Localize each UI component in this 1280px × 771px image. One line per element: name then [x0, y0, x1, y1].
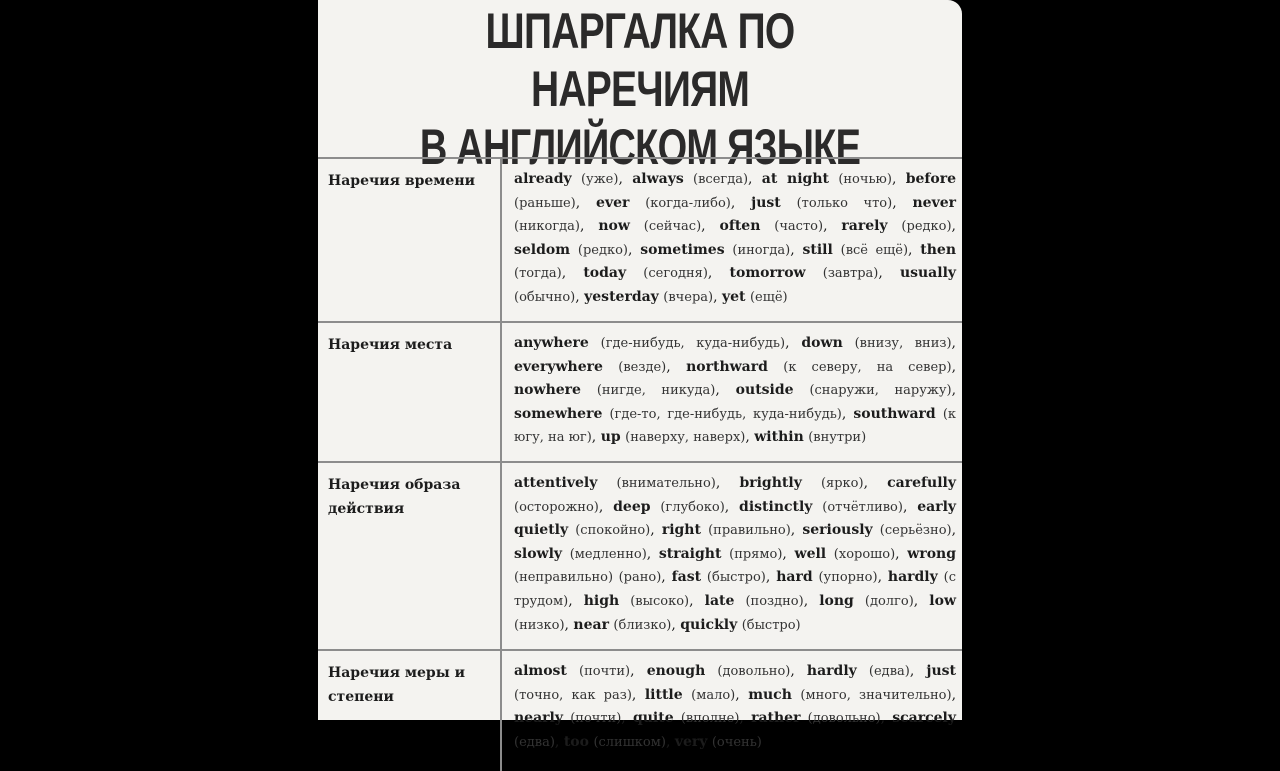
- adverb-translation: (прямо): [729, 546, 783, 562]
- adverb-translation: (упорно): [818, 570, 878, 586]
- adverb-en: never: [912, 194, 956, 211]
- adverbs-table: [318, 157, 962, 771]
- adverb-en: up: [600, 429, 621, 446]
- adverb-en: quickly: [680, 616, 738, 633]
- adverb-translation: (внизу, вниз): [854, 336, 952, 351]
- adverb-en: within: [754, 429, 804, 446]
- adverb-translation: (снаружи, наружу): [809, 383, 952, 399]
- adverb-translation: (высоко): [630, 593, 690, 609]
- adverb-translation: (ярко): [820, 476, 864, 491]
- category-cell: Наречия образа действия: [318, 462, 501, 650]
- adverb-en: before: [905, 171, 957, 187]
- adverb-en: near: [573, 616, 609, 633]
- adverb-en: long: [819, 592, 854, 609]
- adverb-en: little: [644, 686, 683, 703]
- adverb-en: today: [583, 265, 627, 282]
- adverb-en: distinctly: [739, 498, 813, 515]
- adverb-translation: (серьёзно): [879, 523, 952, 539]
- adverb-en: right: [661, 522, 701, 539]
- table-row-degree: [318, 650, 962, 771]
- page-title: [318, 2, 962, 176]
- adverb-translation: (редко): [577, 242, 628, 258]
- adverb-en: much: [748, 686, 792, 703]
- adverb-list: anywhere (где-нибудь, куда-нибудь), down (внизу, вниз), everywhere (везде), northward (к северу, на север), nowhere (нигде, никуда), outside (снаружи, наружу), somewhere (где-то, где-нибудь, куда-нибудь), southward (к югу, на юг), up (наверху, наверх), within (внутри): [501, 322, 962, 462]
- adverb-translation: (спокойно): [575, 523, 651, 539]
- adverb-en: yet: [722, 288, 746, 305]
- adverb-en: slowly: [514, 545, 563, 562]
- adverb-translation: (к северу, на север): [783, 359, 952, 375]
- table-row-time: [318, 158, 962, 322]
- adverb-translation: (внимательно): [616, 476, 716, 491]
- adverb-en: early quietly: [514, 498, 957, 539]
- adverb-translation: (внутри): [808, 430, 867, 446]
- adverb-en: usually: [899, 265, 957, 282]
- adverb-translation: (только что): [796, 195, 893, 211]
- adverb-en: carefully: [887, 475, 957, 491]
- title-line-1: ШПАРГАЛКА ПО НАРЕЧИЯМ: [485, 3, 795, 117]
- adverb-translation: (нигде, никуда): [596, 383, 716, 399]
- adverb-translation: (поздно): [745, 593, 804, 609]
- adverb-en: at night: [761, 171, 829, 187]
- adverb-list: almost (почти), enough (довольно), hardly (едва), just (точно, как раз), little (мало), much (много, значительно), nearly (почти), quite (вполне), rather (довольно), scarcely (едва), too (слишком), very (очень): [501, 650, 962, 771]
- adverb-translation: (неправильно) (рано): [514, 570, 662, 586]
- table-row-place: [318, 322, 962, 462]
- adverb-en: then: [920, 241, 957, 258]
- adverb-translation: (много, значительно): [800, 687, 952, 703]
- adverb-en: deep: [613, 498, 651, 515]
- adverb-en: outside: [735, 382, 794, 399]
- adverb-translation: (едва): [514, 734, 555, 750]
- adverb-translation: (редко): [901, 219, 952, 235]
- adverb-translation: (точно, как раз): [514, 687, 632, 703]
- adverb-translation: (глубоко): [660, 499, 725, 515]
- adverb-translation: (никогда): [514, 219, 580, 235]
- adverb-en: seriously: [802, 522, 873, 539]
- adverb-en: high: [583, 592, 620, 609]
- adverb-translation: (вполне): [680, 711, 740, 727]
- adverb-translation: (ещё): [749, 289, 788, 305]
- adverb-translation: (правильно): [708, 523, 791, 539]
- adverb-en: very: [674, 733, 708, 750]
- adverb-en: almost: [514, 663, 567, 679]
- adverb-en: nowhere: [514, 382, 581, 399]
- adverb-translation: (ночью): [838, 172, 892, 187]
- adverb-en: well: [794, 545, 827, 562]
- adverb-en: sometimes: [640, 241, 725, 258]
- adverb-en: enough: [646, 663, 706, 679]
- adverb-list: already (уже), always (всегда), at night (ночью), before (раньше), ever (когда-либо), just (только что), never (никогда), now (сейчас), often (часто), rarely (редко), seldom (редко), sometimes (иногда), still (всё ещё), then (тогда), today (сегодня), tomorrow (завтра), usually (обычно), yesterday (вчера), yet (ещё): [501, 158, 962, 322]
- adverb-translation: (завтра): [822, 266, 879, 282]
- adverb-translation: (почти): [570, 711, 622, 727]
- adverb-translation: (близко): [613, 617, 672, 633]
- adverb-translation: (сейчас): [643, 219, 702, 235]
- adverb-translation: (долго): [864, 593, 914, 609]
- adverb-en: attentively: [514, 475, 598, 491]
- adverb-en: down: [801, 335, 843, 351]
- adverb-en: brightly: [739, 475, 802, 491]
- adverb-en: just: [751, 194, 781, 211]
- adverb-list: attentively (внимательно), brightly (ярко), carefully (осторожно), deep (глубоко), distinctly (отчётливо), early quietly (спокойно), right (правильно), seriously (серьёзно), slowly (медленно), straight (прямо), well (хорошо), wrong (неправильно) (рано), fast (быстро), hard (упорно), hardly (с трудом), high (высоко), late (поздно), long (долго), low (низко), near (близко), quickly (быстро): [501, 462, 962, 650]
- adverb-en: often: [719, 218, 761, 235]
- adverb-translation: (где-то, где-нибудь, куда-нибудь): [609, 406, 842, 422]
- adverb-en: hard: [776, 569, 813, 586]
- adverb-en: just: [926, 663, 957, 679]
- adverb-en: yesterday: [584, 288, 659, 305]
- adverb-en: tomorrow: [729, 265, 806, 282]
- adverb-translation: (часто): [774, 219, 824, 235]
- adverb-translation: (сегодня): [643, 266, 708, 282]
- adverb-en: somewhere: [514, 405, 603, 422]
- adverb-translation: (наверху, наверх): [625, 430, 746, 446]
- adverb-translation: (когда-либо): [645, 195, 731, 211]
- adverb-en: always: [632, 171, 684, 187]
- adverb-en: rarely: [841, 218, 888, 235]
- adverb-translation: (иногда): [732, 242, 791, 258]
- title-line-2: В АНГЛИЙСКОМ ЯЗЫКЕ: [419, 119, 861, 175]
- category-cell: Наречия меры и степени: [318, 650, 501, 771]
- adverb-translation: (отчётливо): [822, 499, 903, 515]
- adverb-translation: (всегда): [693, 172, 749, 187]
- table-row-manner: [318, 462, 962, 650]
- adverb-translation: (едва): [868, 664, 910, 679]
- adverb-translation: (низко): [514, 617, 565, 633]
- adverb-translation: (где-нибудь, куда-нибудь): [600, 336, 786, 351]
- adverb-en: fast: [671, 569, 702, 586]
- adverb-translation: (довольно): [807, 711, 881, 727]
- adverb-en: hardly: [806, 663, 857, 679]
- adverb-en: nearly: [514, 710, 563, 727]
- adverb-translation: (очень): [711, 734, 762, 750]
- cheat-sheet-page: [318, 0, 962, 750]
- adverb-translation: (вчера): [663, 289, 714, 305]
- adverb-en: now: [598, 218, 630, 235]
- adverb-translation: (почти): [579, 664, 631, 679]
- adverb-translation: (везде): [618, 359, 667, 375]
- adverb-translation: (быстро): [706, 570, 766, 586]
- adverb-en: anywhere: [514, 335, 589, 351]
- adverb-translation: (уже): [580, 172, 619, 187]
- adverb-translation: (к югу, на юг): [514, 406, 957, 446]
- adverb-en: still: [802, 241, 833, 258]
- adverb-translation: (мало): [691, 687, 736, 703]
- adverb-en: too: [563, 733, 589, 750]
- adverb-en: southward: [853, 405, 936, 422]
- adverb-translation: (быстро): [741, 617, 801, 633]
- adverb-translation: (тогда): [514, 266, 562, 282]
- adverb-translation: (довольно): [717, 664, 791, 679]
- adverb-en: seldom: [514, 241, 571, 258]
- adverb-en: late: [704, 592, 735, 609]
- adverb-translation: (с трудом): [514, 570, 956, 609]
- adverb-en: straight: [658, 545, 722, 562]
- adverb-en: scarcely: [892, 710, 957, 727]
- adverb-translation: (раньше): [514, 195, 576, 211]
- adverb-translation: (всё ещё): [840, 242, 909, 258]
- category-cell: Наречия времени: [318, 158, 501, 322]
- adverb-en: wrong: [907, 545, 957, 562]
- adverb-en: everywhere: [514, 358, 603, 375]
- adverb-en: low: [929, 592, 956, 609]
- category-cell: Наречия места: [318, 322, 501, 462]
- adverb-en: hardly: [887, 569, 938, 586]
- adverb-en: already: [514, 171, 572, 187]
- adverb-en: rather: [751, 710, 801, 727]
- adverb-translation: (обычно): [514, 289, 576, 305]
- adverb-en: quite: [632, 710, 674, 727]
- adverb-translation: (осторожно): [514, 499, 599, 515]
- adverb-translation: (медленно): [569, 546, 647, 562]
- adverb-translation: (слишком): [593, 734, 666, 750]
- adverb-en: northward: [686, 358, 768, 375]
- adverb-translation: (хорошо): [833, 546, 896, 562]
- adverb-en: ever: [596, 194, 630, 211]
